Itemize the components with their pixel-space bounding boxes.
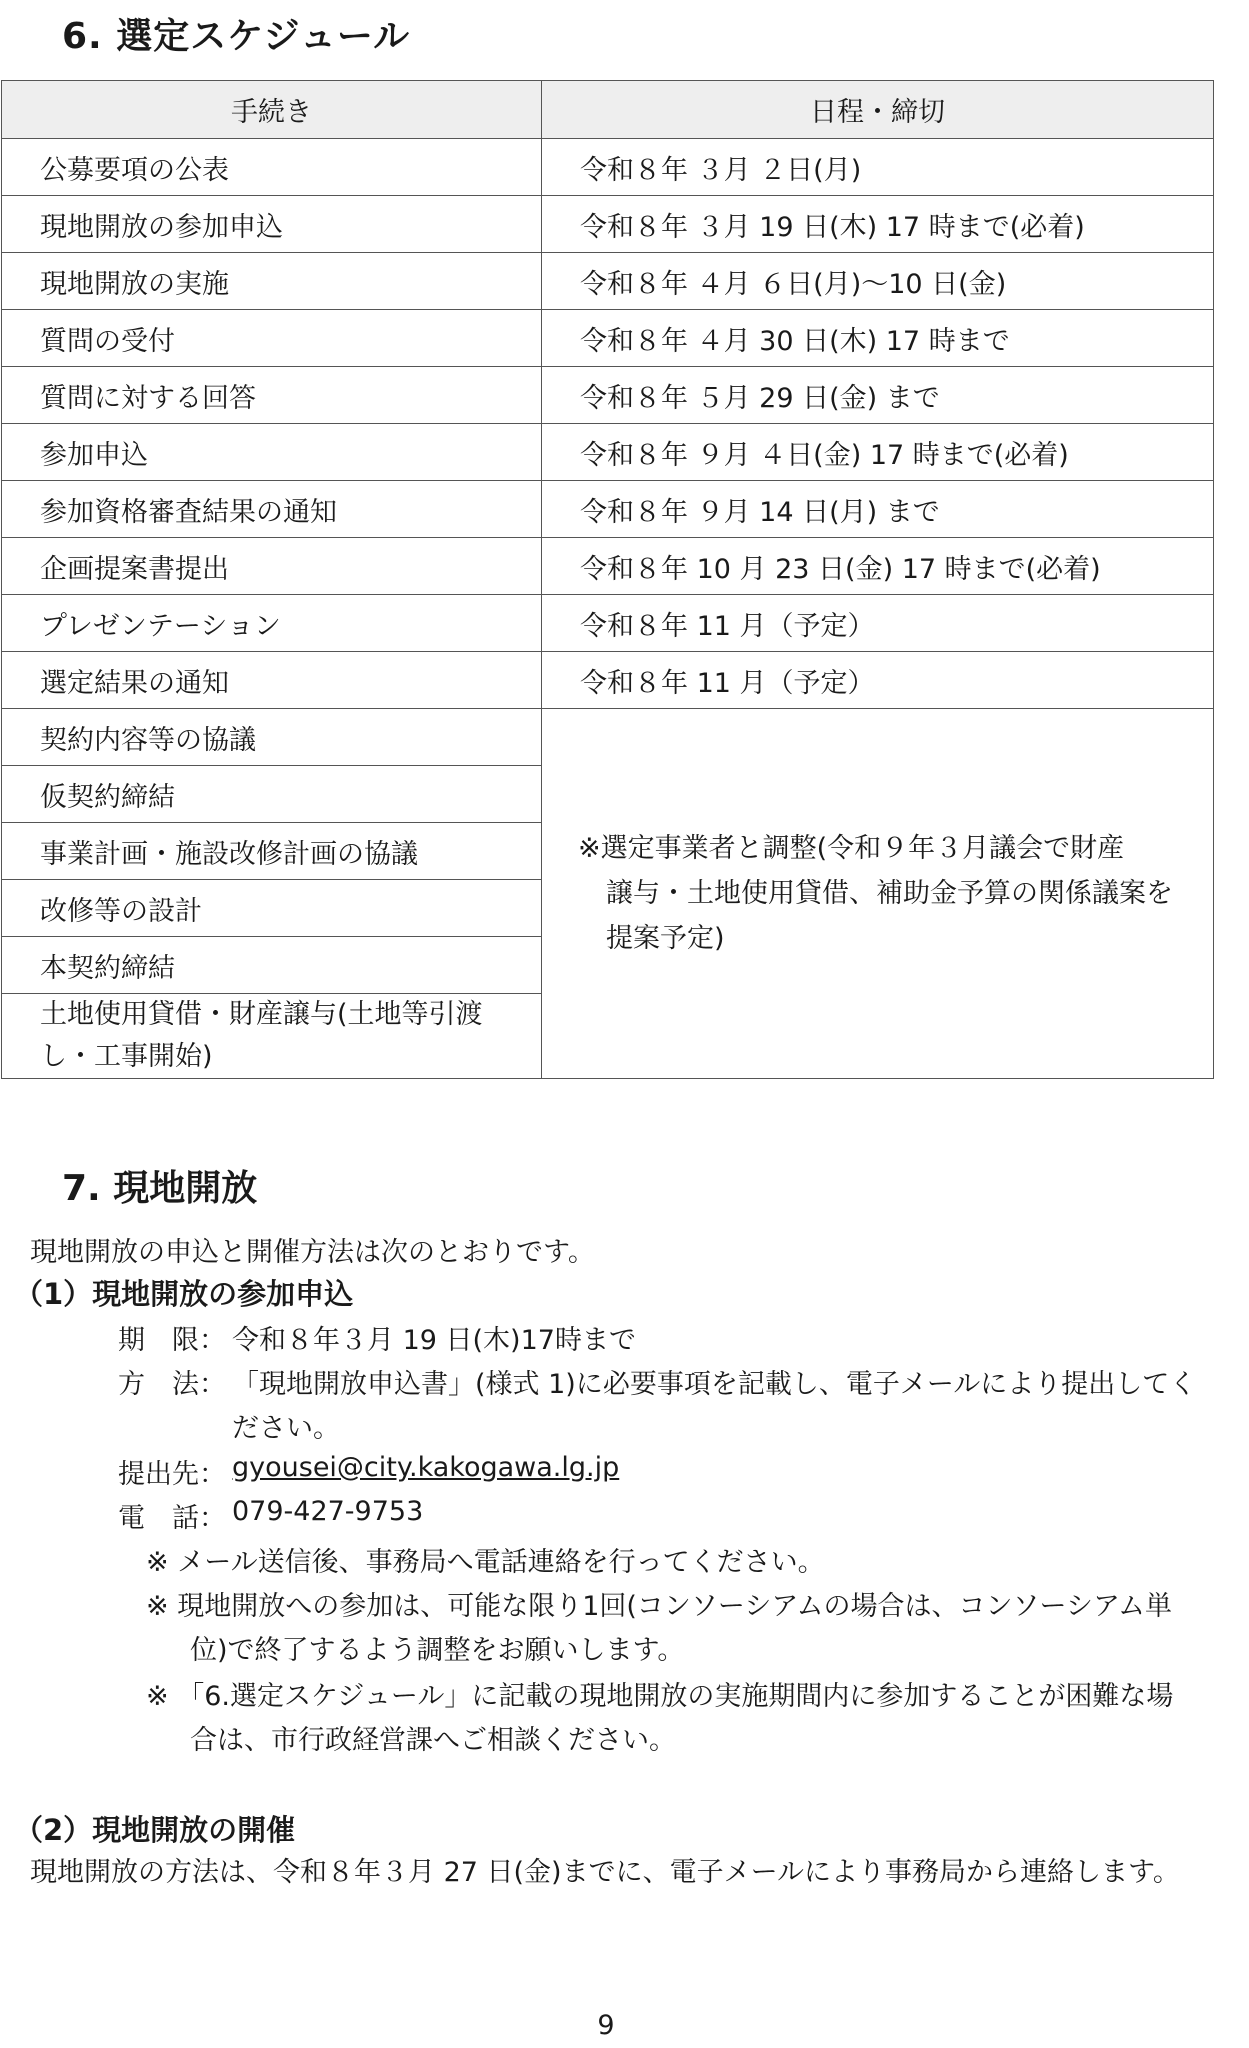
procedure-line: し・工事開始) <box>40 1041 213 1072</box>
date-cell: 令和８年 ５月 29 日(金) まで <box>542 367 1214 424</box>
date-cell: 令和８年 ９月 14 日(月) まで <box>542 481 1214 538</box>
schedule-note-line: 提案予定) <box>606 923 725 954</box>
page-number: 9 <box>597 2010 615 2041</box>
procedure-cell: 選定結果の通知 <box>2 652 542 709</box>
procedure-cell: 仮契約締結 <box>2 766 542 823</box>
procedure-cell: 企画提案書提出 <box>2 538 542 595</box>
procedure-cell: 現地開放の実施 <box>2 253 542 310</box>
procedure-cell: 質問の受付 <box>2 310 542 367</box>
section-7-intro: 現地開放の申込と開催方法は次のとおりです。 <box>30 1237 595 1268</box>
submit-email-link[interactable]: gyousei@city.kakogawa.lg.jp <box>232 1452 620 1483</box>
table-row <box>2 196 1214 253</box>
table-row <box>2 253 1214 310</box>
schedule-table <box>1 80 1214 1079</box>
table-row <box>2 538 1214 595</box>
procedure-cell: 公募要項の公表 <box>2 139 542 196</box>
table-header-row <box>2 81 1214 139</box>
phone-value: 079-427-9753 <box>232 1496 424 1527</box>
procedure-cell <box>2 994 542 1079</box>
table-row <box>2 367 1214 424</box>
procedure-cell: 契約内容等の協議 <box>2 709 542 766</box>
note-2: ※ 現地開放への参加は、可能な限り1回(コンソーシアムの場合は、コンソーシアム単 <box>146 1591 1173 1622</box>
subsection-2-body: 現地開放の方法は、令和８年３月 27 日(金)までに、電子メールにより事務局から連絡します。 <box>30 1857 1180 1888</box>
section-6-heading: 6. 選定スケジュール <box>62 16 411 57</box>
procedure-cell: 参加資格審査結果の通知 <box>2 481 542 538</box>
deadline-label: 期 限： <box>118 1325 226 1356</box>
procedure-line: 土地使用貸借・財産譲与(土地等引渡 <box>40 999 483 1030</box>
schedule-note-line: ※選定事業者と調整(令和９年３月議会で財産 <box>578 833 1125 864</box>
date-cell: 令和８年 ４月 30 日(木) 17 時まで <box>542 310 1214 367</box>
procedure-cell: 本契約締結 <box>2 937 542 994</box>
note-1: ※ メール送信後、事務局へ電話連絡を行ってください。 <box>146 1547 825 1578</box>
procedure-cell: プレゼンテーション <box>2 595 542 652</box>
deadline-value: 令和８年３月 19 日(木)17時まで <box>232 1325 636 1356</box>
date-cell: 令和８年 ３月 19 日(木) 17 時まで(必着) <box>542 196 1214 253</box>
date-cell: 令和８年 11 月（予定） <box>542 652 1214 709</box>
section-7-heading: 7. 現地開放 <box>62 1168 258 1209</box>
date-cell: 令和８年 ４月 ６日(月)～10 日(金) <box>542 253 1214 310</box>
subsection-1-title: （1）現地開放の参加申込 <box>14 1277 354 1311</box>
procedure-cell: 質問に対する回答 <box>2 367 542 424</box>
method-value-cont: ださい。 <box>232 1413 340 1444</box>
table-row <box>2 139 1214 196</box>
table-row <box>2 709 1214 766</box>
procedure-cell: 事業計画・施設改修計画の協議 <box>2 823 542 880</box>
schedule-note-line: 譲与・土地使用貸借、補助金予算の関係議案を <box>606 878 1173 909</box>
procedure-cell: 参加申込 <box>2 424 542 481</box>
date-cell: 令和８年 ９月 ４日(金) 17 時まで(必着) <box>542 424 1214 481</box>
method-label: 方 法： <box>118 1369 226 1400</box>
schedule-note-cell <box>542 709 1214 1079</box>
table-row <box>2 424 1214 481</box>
note-2-cont: 位)で終了するよう調整をお願いします。 <box>190 1635 685 1666</box>
method-value: 「現地開放申込書」(様式 1)に必要事項を記載し、電子メールにより提出してく <box>232 1369 1197 1400</box>
header-procedure: 手続き <box>2 81 542 139</box>
procedure-cell: 改修等の設計 <box>2 880 542 937</box>
table-row <box>2 652 1214 709</box>
table-row <box>2 595 1214 652</box>
procedure-cell: 現地開放の参加申込 <box>2 196 542 253</box>
date-cell: 令和８年 11 月（予定） <box>542 595 1214 652</box>
phone-label: 電 話： <box>118 1503 226 1534</box>
header-schedule: 日程・締切 <box>542 81 1214 139</box>
subsection-2-title: （2）現地開放の開催 <box>14 1813 296 1847</box>
note-3-cont: 合は、市行政経営課へご相談ください。 <box>190 1725 676 1756</box>
table-row <box>2 310 1214 367</box>
date-cell: 令和８年 10 月 23 日(金) 17 時まで(必着) <box>542 538 1214 595</box>
note-3: ※ 「6.選定スケジュール」に記載の現地開放の実施期間内に参加することが困難な場 <box>146 1681 1174 1712</box>
submit-label: 提出先： <box>118 1459 226 1490</box>
date-cell: 令和８年 ３月 ２日(月) <box>542 139 1214 196</box>
table-row <box>2 481 1214 538</box>
